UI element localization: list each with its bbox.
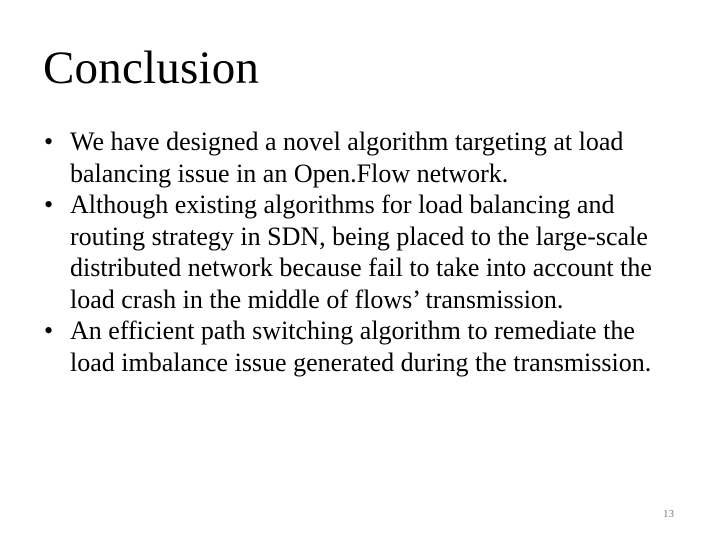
bullet-item bbox=[44, 315, 684, 378]
slide-title: Conclusion bbox=[43, 42, 260, 94]
bullet-marker: • bbox=[44, 127, 54, 156]
bullet-list bbox=[44, 126, 684, 378]
page-number: 13 bbox=[663, 508, 674, 520]
bullet-marker: • bbox=[44, 316, 54, 345]
bullet-item bbox=[44, 189, 684, 315]
bullet-text: We have designed a novel algorithm targeting at load balancing issue in an Open.Flow network. bbox=[70, 127, 624, 188]
bullet-text: An efficient path switching algorithm to remediate the load imbalance issue generated during the transmission. bbox=[70, 316, 652, 377]
bullet-marker: • bbox=[44, 190, 54, 219]
bullet-item bbox=[44, 126, 684, 189]
bullet-text: Although existing algorithms for load balancing and routing strategy in SDN, being placed to the large-scale distributed network because fail to take into account the load crash in the middle of flows’ transmission. bbox=[70, 190, 652, 314]
